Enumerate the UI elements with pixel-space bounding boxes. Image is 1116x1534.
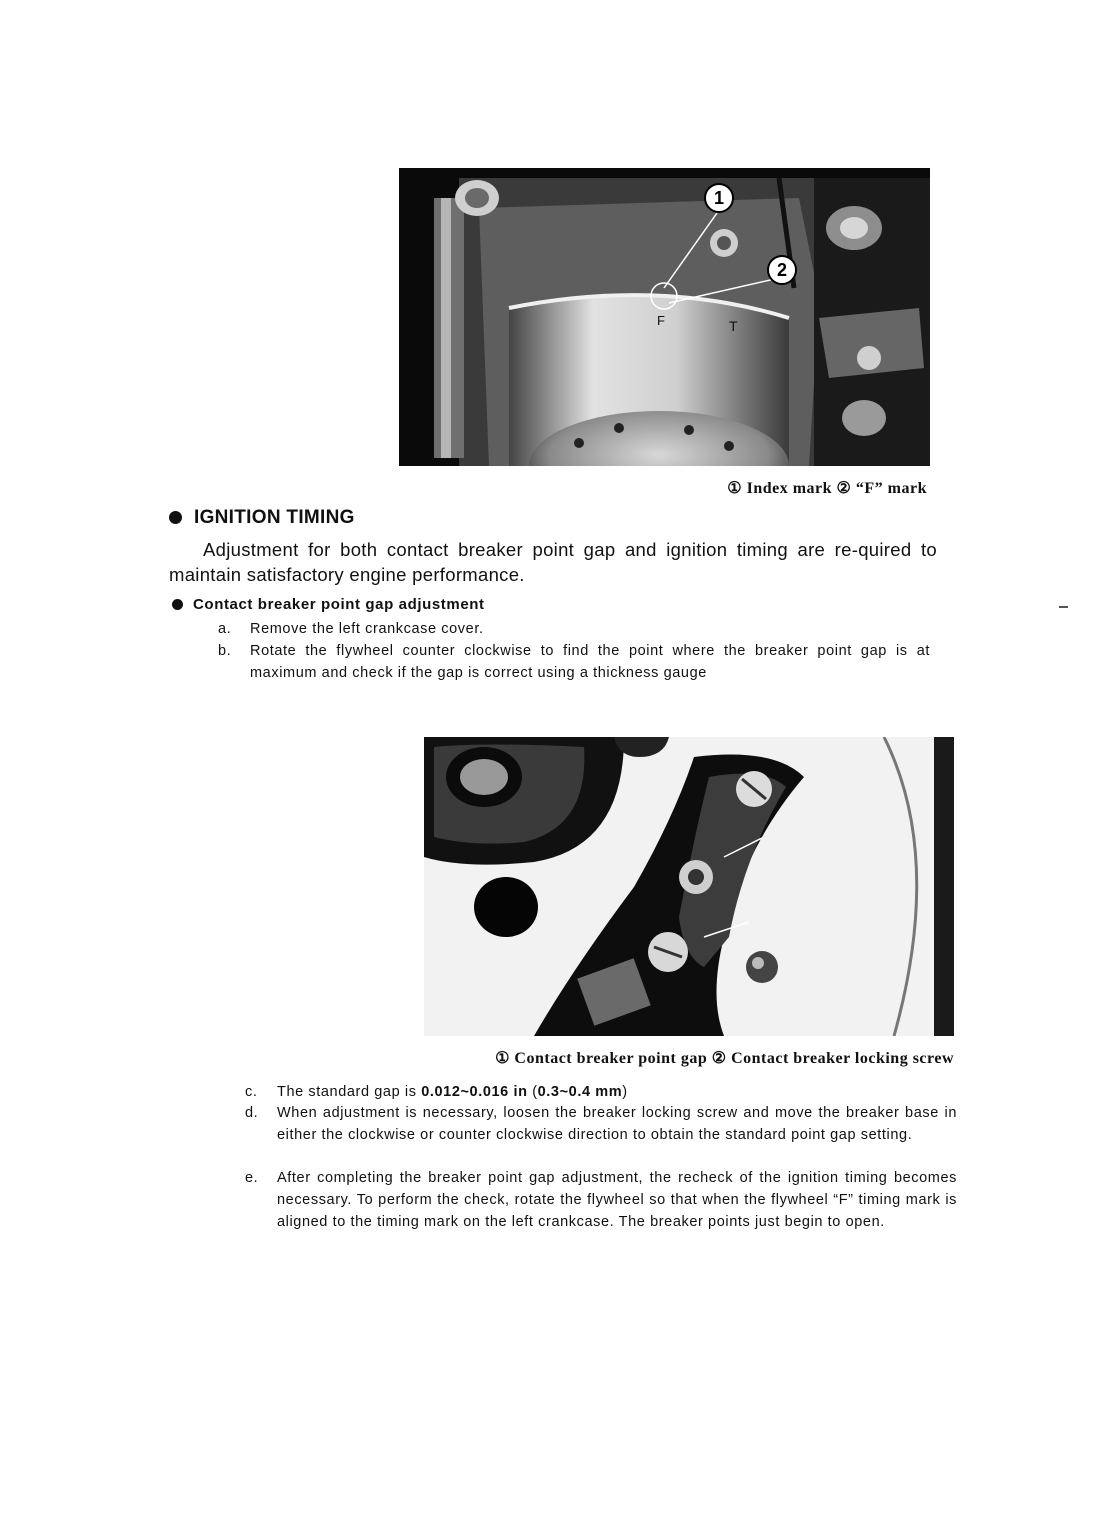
callout-1-label: 1 [713, 188, 724, 208]
step-c [245, 1081, 957, 1103]
section-title [169, 507, 355, 529]
standard-gap-mm: 0.3~0.4 mm [537, 1084, 623, 1100]
step-c-paren-close: ) [622, 1084, 628, 1100]
step-c-text [277, 1081, 957, 1103]
margin-mark [1059, 606, 1068, 608]
t-mark-label: T [729, 318, 738, 334]
step-e [245, 1167, 957, 1255]
section-title-text: IGNITION TIMING [194, 507, 355, 528]
step-a [218, 618, 930, 640]
subsection-title [172, 596, 485, 613]
photo-contact-breaker [424, 737, 954, 1036]
step-c-label: c. [245, 1084, 258, 1100]
photo1-caption: ① Index mark ② “F” mark [727, 480, 927, 497]
step-b-label: b. [218, 643, 232, 659]
step-a-label: a. [218, 621, 232, 637]
bullet-icon [172, 599, 183, 610]
subsection-title-text: Contact breaker point gap adjustment [193, 596, 485, 613]
step-c-paren-open: ( [527, 1084, 538, 1100]
step-b [218, 640, 930, 684]
section-intro [169, 537, 937, 587]
callout-2-label: 2 [776, 260, 787, 280]
callout-2-f-mark [767, 255, 797, 285]
step-d-label: d. [245, 1105, 259, 1121]
step-d-text: When adjustment is necessary, loosen the breaker locking screw and move the breaker base in either the clockwise or counter clockwise direction to obtain the standard point gap setting. [277, 1105, 957, 1143]
step-e-text: After completing the breaker point gap adjustment, the recheck of the ignition timing becomes necessary. To perform the check, rotate the flywheel so that when the flywheel “F” timing mark is aligned to the timing mark on the left crankcase. The breaker points just begin to open. [277, 1170, 957, 1230]
f-mark-label: F [657, 313, 665, 328]
step-d [245, 1102, 957, 1168]
section-intro-text: Adjustment for both contact breaker point gap and ignition timing are re-quired to maintain satisfactory engine performance. [169, 539, 937, 585]
step-a-text: Remove the left crankcase cover. [250, 621, 484, 637]
standard-gap-inches: 0.012~0.016 in [421, 1084, 528, 1100]
callout-1-index-mark [704, 183, 734, 213]
bullet-icon [169, 511, 182, 524]
step-c-text-before: The standard gap is [277, 1084, 422, 1100]
step-e-label: e. [245, 1170, 259, 1186]
photo-flywheel-timing-marks [399, 168, 930, 466]
photo2-caption: ① Contact breaker point gap ② Contact breaker locking screw [495, 1050, 954, 1067]
step-b-text: Rotate the flywheel counter clockwise to find the point where the breaker point gap is at maximum and check if the gap is correct using a thickness gauge [250, 643, 930, 681]
breaker-photo-illustration [424, 737, 954, 1036]
